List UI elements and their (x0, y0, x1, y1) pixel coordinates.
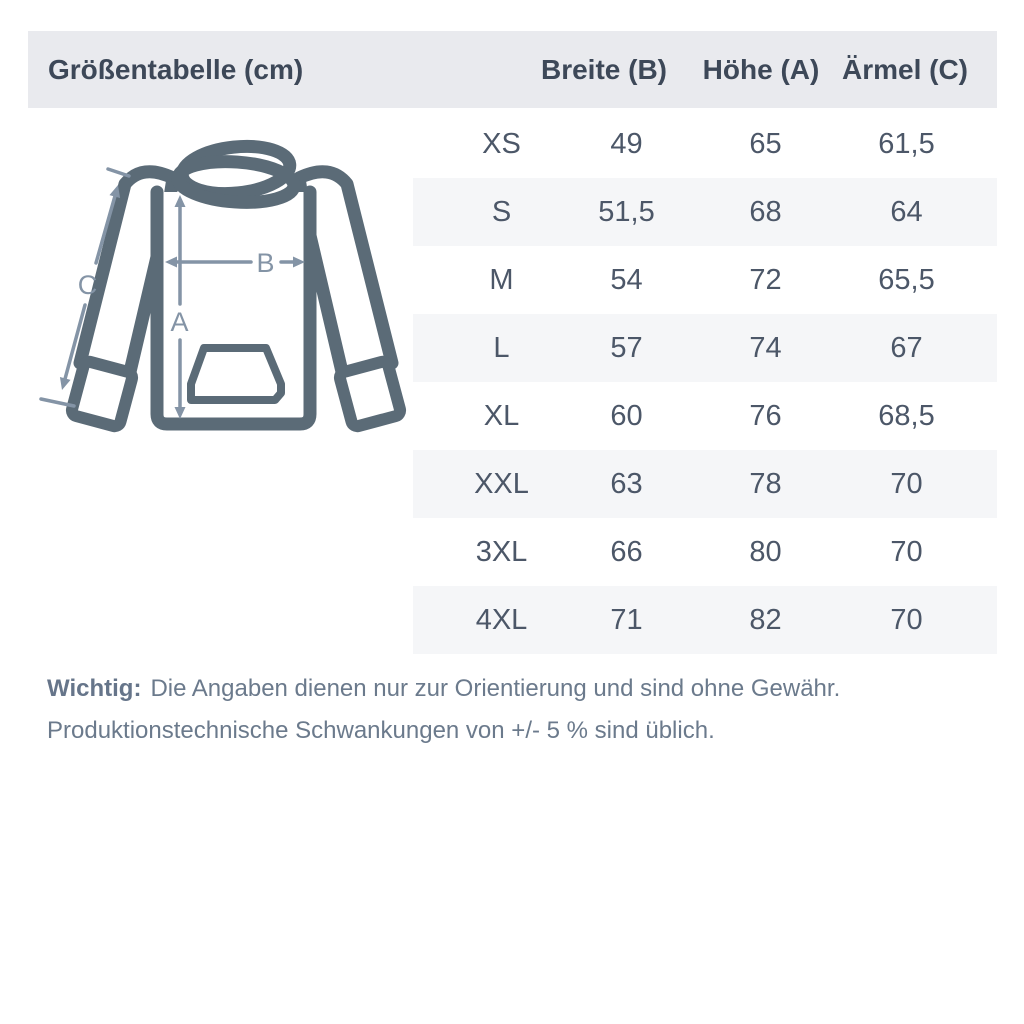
dim-label-c: C (77, 270, 99, 300)
hoodie-pocket (191, 348, 281, 400)
breite-value: 57 (610, 331, 643, 364)
table-row-m (413, 246, 997, 314)
breite-value: 49 (610, 127, 643, 160)
table-row-4xl (413, 586, 997, 654)
hoehe-value: 74 (749, 331, 782, 364)
aermel-value: 61,5 (878, 127, 935, 160)
size-label: XS (482, 127, 521, 160)
size-label: 4XL (475, 603, 528, 636)
hoehe-value: 65 (749, 127, 782, 160)
aermel-value: 68,5 (878, 399, 935, 432)
size-label: 3XL (475, 535, 528, 568)
note-text-1: Die Angaben dienen nur zur Orientierung und sind ohne Gewähr. (150, 675, 841, 702)
breite-value: 54 (610, 263, 643, 296)
aermel-value: 70 (890, 535, 923, 568)
size-label: XL (483, 399, 520, 432)
size-label: XXL (474, 467, 529, 500)
aermel-value: 65,5 (878, 263, 935, 296)
breite-value: 60 (610, 399, 643, 432)
note-line-2 (47, 710, 967, 752)
size-label: M (489, 263, 514, 296)
table-row-3xl (413, 518, 997, 586)
table-row-xs (413, 110, 997, 178)
table-row-xxl (413, 450, 997, 518)
page-title: Größentabelle (cm) (48, 54, 304, 85)
dim-c-arrowhead-bottom (57, 377, 71, 392)
table-row-s (413, 178, 997, 246)
hoodie-measurement-diagram (30, 108, 415, 458)
note-line-1 (47, 668, 967, 710)
size-table (413, 110, 997, 654)
breite-value: 51,5 (598, 195, 655, 228)
size-label: L (493, 331, 510, 364)
aermel-value: 64 (890, 195, 923, 228)
breite-value: 66 (610, 535, 643, 568)
hoehe-value: 80 (749, 535, 782, 568)
hoodie-drawing (30, 108, 415, 458)
breite-value: 71 (610, 603, 643, 636)
note-text-2: Produktionstechnische Schwankungen von +/- 5 % sind üblich. (47, 717, 715, 744)
hoehe-value: 78 (749, 467, 782, 500)
table-row-l (413, 314, 997, 382)
hoodie-right-cuff (339, 360, 402, 427)
hoehe-value: 76 (749, 399, 782, 432)
aermel-value: 70 (890, 467, 923, 500)
table-row-xl (413, 382, 997, 450)
hoehe-value: 68 (749, 195, 782, 228)
table-header (28, 31, 997, 108)
hoehe-value: 72 (749, 263, 782, 296)
column-header-aermel: Ärmel (C) (841, 54, 969, 85)
size-label: S (491, 195, 512, 228)
dim-c-cap-top (108, 169, 129, 176)
dim-label-a: A (170, 307, 190, 337)
breite-value: 63 (610, 467, 643, 500)
dim-label-b: B (256, 248, 276, 278)
aermel-value: 67 (890, 331, 923, 364)
hoodie-left-cuff (71, 360, 134, 427)
column-header-hoehe: Höhe (A) (702, 54, 820, 85)
hoehe-value: 82 (749, 603, 782, 636)
note-label: Wichtig: (47, 675, 142, 702)
column-header-breite: Breite (B) (540, 54, 668, 85)
aermel-value: 70 (890, 603, 923, 636)
important-note (47, 668, 967, 752)
